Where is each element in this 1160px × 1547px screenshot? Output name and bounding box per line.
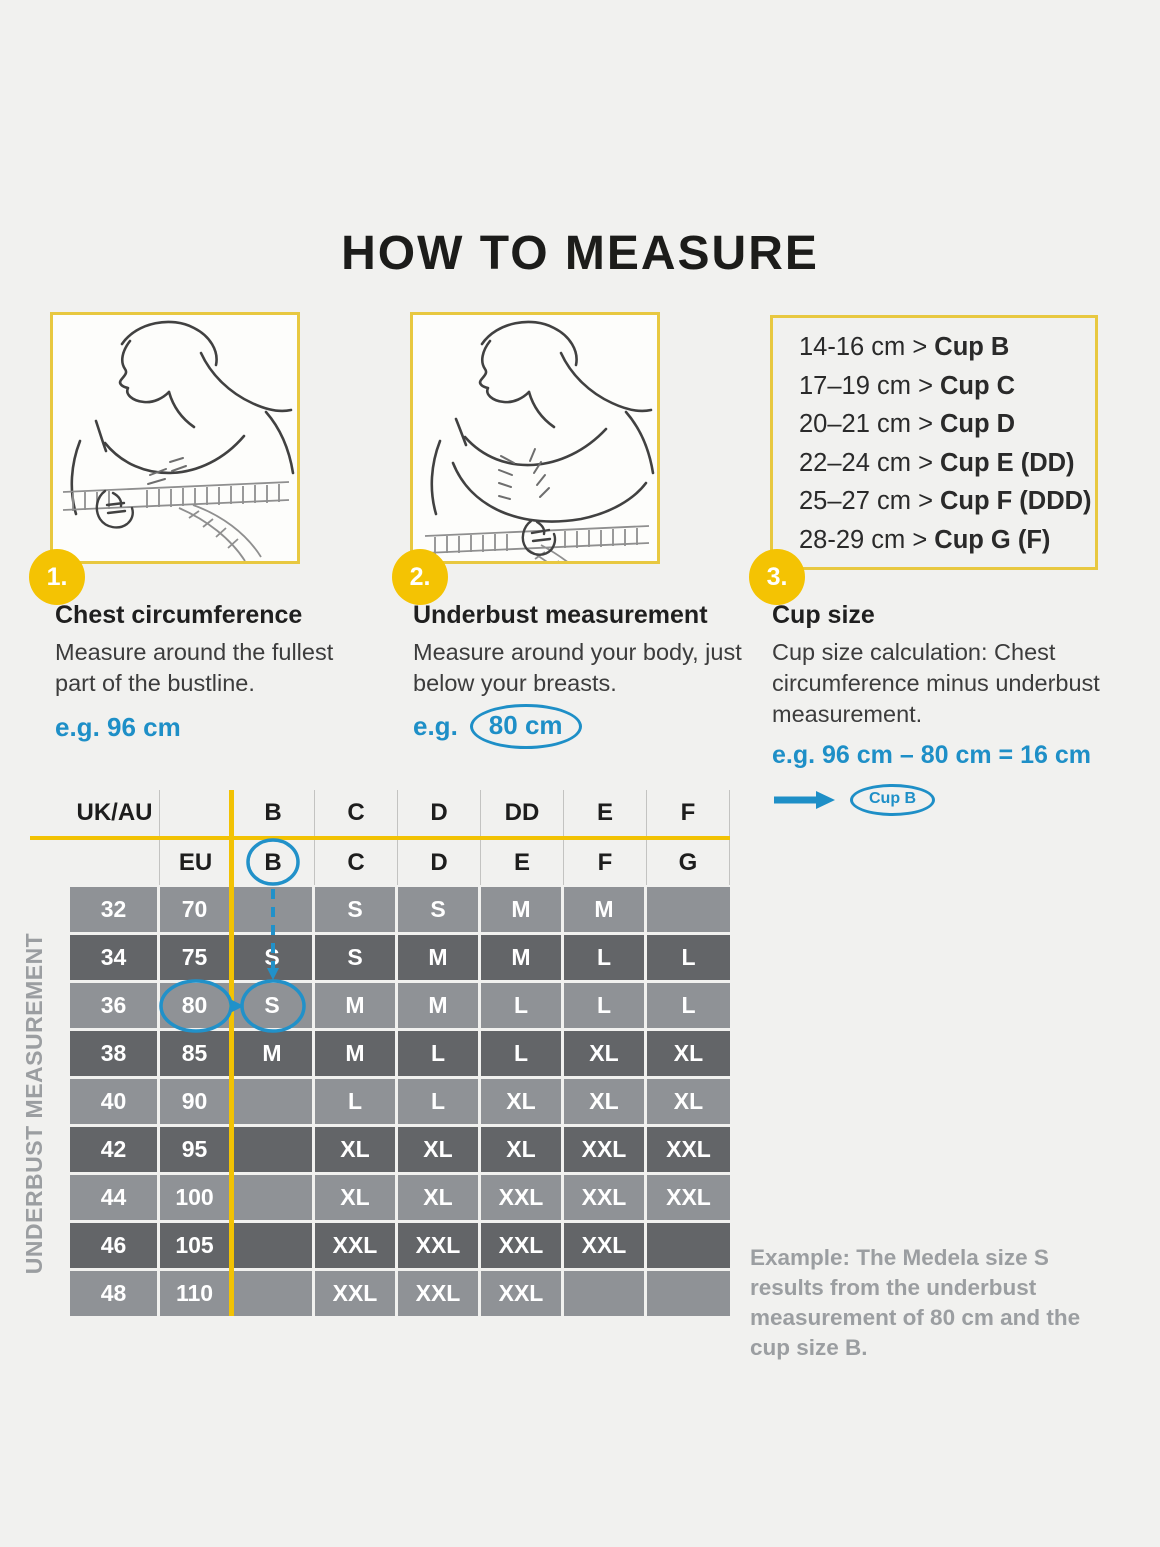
size-cell: M [398, 935, 481, 980]
size-table-row [70, 1271, 730, 1316]
size-cell: XL [564, 1079, 647, 1124]
size-cell: XL [398, 1127, 481, 1172]
cup-value: Cup G (F) [934, 525, 1051, 554]
eu-cup-header: B [232, 840, 315, 885]
ukau-header-label: UK/AU [70, 790, 160, 836]
cup-range: 28-29 cm > [799, 525, 928, 554]
size-cell: L [564, 935, 647, 980]
step-1-text [55, 601, 373, 699]
size-cell: S [315, 887, 398, 932]
size-cell: XXL [564, 1175, 647, 1220]
size-cell: XXL [481, 1223, 564, 1268]
cup-chart-row [799, 482, 1095, 521]
page-title: HOW TO MEASURE [341, 227, 819, 280]
size-table-row [70, 1127, 730, 1172]
ukau-cup-header: DD [481, 790, 564, 836]
row-eu-size: 90 [160, 1079, 232, 1124]
size-cell [232, 1271, 315, 1316]
size-cell: XXL [481, 1175, 564, 1220]
size-cell: L [647, 983, 730, 1028]
size-cell [232, 1079, 315, 1124]
step-3-result [772, 784, 935, 816]
size-cell: L [647, 935, 730, 980]
cup-chart-row [799, 328, 1095, 367]
size-cell: S [315, 935, 398, 980]
empty-header-cell [70, 840, 160, 885]
underbust-axis-label: UNDERBUST MEASUREMENT [21, 932, 48, 1274]
size-cell: XL [647, 1079, 730, 1124]
eu-cup-header: D [398, 840, 481, 885]
underbust-illustration-box [410, 312, 660, 564]
ukau-cup-header: F [647, 790, 730, 836]
ukau-cup-header: C [315, 790, 398, 836]
row-ukau-size: 48 [70, 1271, 160, 1316]
size-cell: L [481, 1031, 564, 1076]
size-cell: XXL [564, 1223, 647, 1268]
size-cell: L [481, 983, 564, 1028]
size-cell: M [398, 983, 481, 1028]
example-prefix: e.g. [413, 711, 458, 741]
row-ukau-size: 42 [70, 1127, 160, 1172]
size-cell: XXL [398, 1271, 481, 1316]
size-cell: XXL [647, 1175, 730, 1220]
row-eu-size: 80 [160, 983, 232, 1028]
step-3-example: e.g. 96 cm – 80 cm = 16 cm [772, 741, 1091, 769]
row-ukau-size: 40 [70, 1079, 160, 1124]
cup-value: Cup E (DD) [939, 448, 1075, 477]
size-cell: S [232, 983, 315, 1028]
size-table-row [70, 935, 730, 980]
size-cell [232, 1127, 315, 1172]
cup-size-chart-box [770, 315, 1098, 570]
eu-cup-header: G [647, 840, 730, 885]
size-table-eu-header [70, 840, 730, 885]
eu-header-label: EU [160, 840, 232, 885]
row-ukau-size: 34 [70, 935, 160, 980]
size-cell: M [564, 887, 647, 932]
size-cell: XL [564, 1031, 647, 1076]
size-cell: L [315, 1079, 398, 1124]
size-cell: L [398, 1031, 481, 1076]
example-footnote: Example: The Medela size S results from the underbust measurement of 80 cm and the cup size B. [750, 1245, 1081, 1360]
size-cell [647, 1223, 730, 1268]
step-3-badge: 3. [749, 549, 805, 605]
size-cell: XL [315, 1175, 398, 1220]
size-cell: XXL [315, 1223, 398, 1268]
size-table-row [70, 1079, 730, 1124]
size-cell [232, 887, 315, 932]
size-table-row [70, 983, 730, 1028]
row-ukau-size: 36 [70, 983, 160, 1028]
cup-value: Cup C [939, 371, 1016, 400]
size-table-ukau-header [70, 790, 730, 836]
size-cell: XL [481, 1127, 564, 1172]
size-cell: XL [398, 1175, 481, 1220]
step-1-badge: 1. [29, 549, 85, 605]
size-cell: S [232, 935, 315, 980]
step-3-description: Cup size calculation: Chest circumference minus underbust measurement. [772, 639, 1100, 727]
size-cell: S [398, 887, 481, 932]
cup-range: 17–19 cm > [799, 371, 933, 400]
eu-cup-header: E [481, 840, 564, 885]
size-table-row [70, 887, 730, 932]
step-3-heading: Cup size [772, 601, 875, 629]
cup-range: 14-16 cm > [799, 333, 928, 361]
size-cell: M [232, 1031, 315, 1076]
row-ukau-size: 46 [70, 1223, 160, 1268]
size-cell: M [481, 887, 564, 932]
step-2-text [413, 601, 745, 699]
step-2-description: Measure around your body, just below your breasts. [413, 639, 742, 696]
size-table-row [70, 1175, 730, 1220]
row-eu-size: 70 [160, 887, 232, 932]
row-ukau-size: 44 [70, 1175, 160, 1220]
row-ukau-size: 32 [70, 887, 160, 932]
row-eu-size: 100 [160, 1175, 232, 1220]
step-2-example [413, 704, 582, 749]
circled-cup-result: Cup B [850, 784, 935, 816]
cup-range: 25–27 cm > [799, 487, 933, 515]
cup-chart-row [799, 444, 1095, 483]
step-2-heading: Underbust measurement [413, 601, 708, 629]
size-cell: XXL [398, 1223, 481, 1268]
underbust-measurement-illustration [413, 315, 657, 561]
right-arrow-icon [772, 790, 836, 810]
cup-chart-row [799, 521, 1095, 560]
row-eu-size: 110 [160, 1271, 232, 1316]
size-cell [647, 1271, 730, 1316]
size-table-row [70, 1223, 730, 1268]
ukau-cup-header: B [232, 790, 315, 836]
size-cell: XL [481, 1079, 564, 1124]
size-cell: XL [315, 1127, 398, 1172]
row-eu-size: 75 [160, 935, 232, 980]
gold-vertical-line [229, 790, 234, 1316]
ukau-cup-header: D [398, 790, 481, 836]
cup-range: 22–24 cm > [799, 448, 933, 477]
step-3-text [772, 601, 1140, 730]
size-cell [232, 1175, 315, 1220]
row-eu-size: 95 [160, 1127, 232, 1172]
size-cell: XXL [564, 1127, 647, 1172]
ukau-cup-header: E [564, 790, 647, 836]
step-2-badge: 2. [392, 549, 448, 605]
row-eu-size: 85 [160, 1031, 232, 1076]
cup-value: Cup F (DDD) [939, 487, 1092, 515]
size-cell: M [315, 1031, 398, 1076]
size-table-row [70, 1031, 730, 1076]
size-cell: XXL [647, 1127, 730, 1172]
eu-cup-header: C [315, 840, 398, 885]
step-1-description: Measure around the fullest part of the bustline. [55, 639, 334, 696]
cup-chart-row [799, 367, 1095, 406]
size-table-body [70, 887, 730, 1316]
chest-measurement-illustration [53, 315, 297, 561]
step-1-heading: Chest circumference [55, 601, 303, 629]
size-cell: XXL [481, 1271, 564, 1316]
size-cell: L [564, 983, 647, 1028]
size-cell [564, 1271, 647, 1316]
size-cell: L [398, 1079, 481, 1124]
circled-underbust-value: 80 cm [470, 704, 582, 749]
step-1-example: e.g. 96 cm [55, 712, 181, 742]
empty-header-cell [160, 790, 232, 836]
cup-value: Cup D [939, 410, 1016, 438]
size-cell: XXL [315, 1271, 398, 1316]
cup-range: 20–21 cm > [799, 410, 933, 438]
size-cell [232, 1223, 315, 1268]
size-cell: M [315, 983, 398, 1028]
cup-chart-row [799, 405, 1095, 444]
size-cell [647, 887, 730, 932]
row-ukau-size: 38 [70, 1031, 160, 1076]
eu-cup-header: F [564, 840, 647, 885]
size-cell: M [481, 935, 564, 980]
size-table [70, 790, 730, 1316]
size-cell: XL [647, 1031, 730, 1076]
row-eu-size: 105 [160, 1223, 232, 1268]
cup-value: Cup B [934, 333, 1010, 361]
chest-illustration-box [50, 312, 300, 564]
